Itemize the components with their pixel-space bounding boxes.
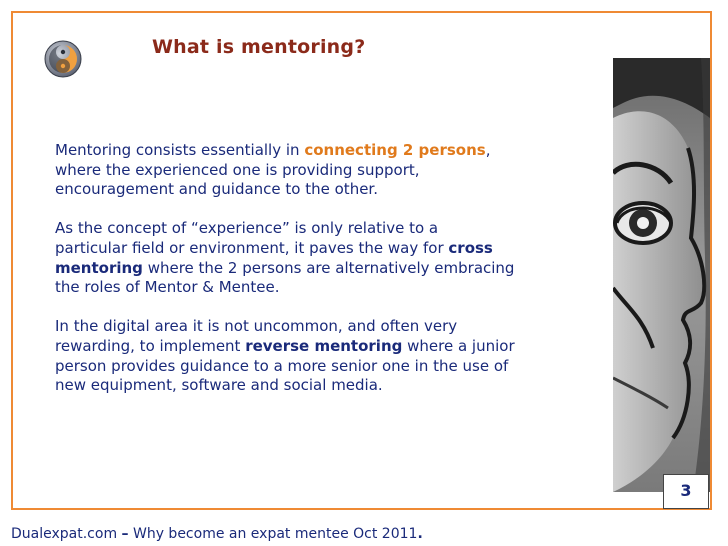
face-profile-art	[613, 58, 710, 492]
footer-caption: Why become an expat mentee Oct 2011	[128, 526, 418, 542]
yin-yang-logo-icon	[43, 39, 83, 79]
paragraph-connecting	[55, 141, 515, 200]
paragraph-text: Mentoring consists essentially in	[55, 141, 305, 159]
paragraph-text: , where the experienced one is providing support, encouragement and guidance to the other.	[55, 141, 491, 199]
paragraph-text: In the digital area it is not uncommon, and often very rewarding, to implement	[55, 317, 458, 355]
paragraph-cross-mentoring	[55, 219, 515, 297]
highlight-cross-mentoring: cross mentoring	[55, 238, 493, 277]
highlight-connecting: connecting 2 persons	[304, 141, 486, 159]
paragraph-text: As the concept of “experience” is only relative to a particular field or environment, it paves the way for	[55, 219, 449, 257]
page-number-box	[663, 474, 709, 509]
paragraph-reverse-mentoring	[55, 317, 515, 395]
footer	[11, 526, 423, 542]
slide-body	[55, 141, 515, 415]
footer-dash: –	[121, 526, 129, 542]
paragraph-text: where the 2 persons are alternatively embracing the roles of Mentor & Mentee.	[55, 258, 515, 297]
footer-site: Dualexpat.com	[11, 526, 122, 542]
page-number: 3	[680, 481, 692, 500]
footer-period: .	[417, 526, 423, 542]
slide-title: What is mentoring?	[152, 36, 366, 58]
highlight-reverse-mentoring: reverse mentoring	[245, 336, 403, 355]
paragraph-text: where a junior person provides guidance to a more senior one in the use of new equipment, software and social media.	[55, 336, 515, 395]
